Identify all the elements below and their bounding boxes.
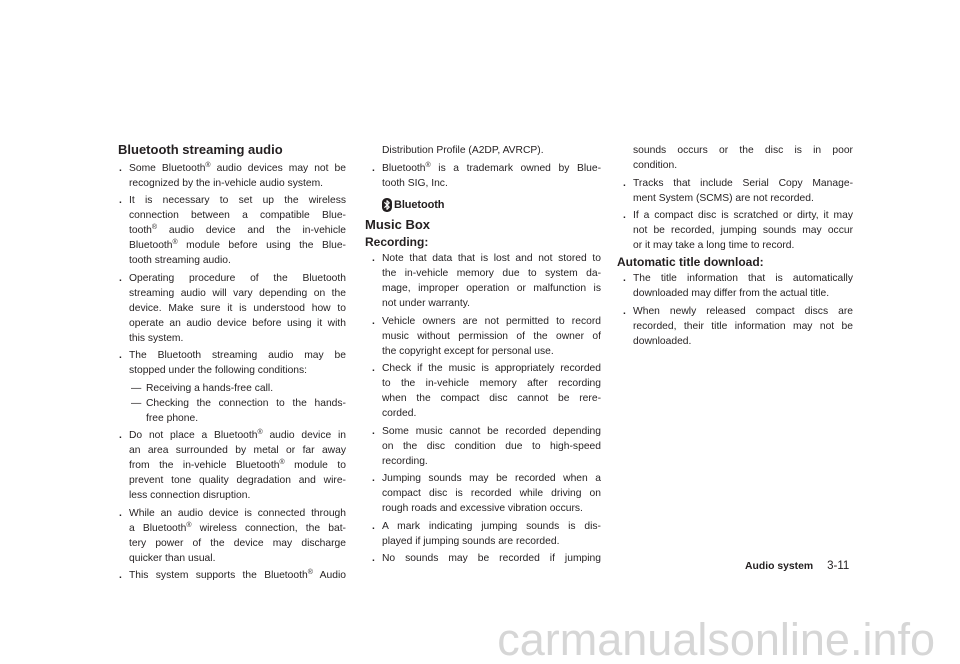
text-column-right xyxy=(617,143,853,349)
bullet-marker: . xyxy=(623,305,626,317)
text-line: when the compact disc cannot be rere- xyxy=(382,393,601,404)
registered-mark: ® xyxy=(279,459,285,467)
bullet-item xyxy=(118,568,346,583)
text-line: operate an audio device before using it with xyxy=(129,317,346,329)
page-number: 3-11 xyxy=(827,560,850,572)
text-line: downloaded may differ from the actual title. xyxy=(633,288,830,299)
section-heading: Bluetooth streaming audio xyxy=(118,142,283,157)
text-line: This system supports the Bluetooth® Audio xyxy=(129,569,346,581)
bullet-item xyxy=(365,519,601,549)
text-line: If a compact disc is scratched or dirty, it may xyxy=(633,210,853,221)
bluetooth-icon xyxy=(382,198,392,212)
registered-mark: ® xyxy=(172,239,178,247)
bullet-marker: . xyxy=(623,273,626,284)
registered-mark: ® xyxy=(307,569,313,577)
text-line: on the disc condition due to high-speed xyxy=(382,440,601,452)
text-line: condition. xyxy=(633,160,678,171)
text-line: Check if the music is appropriately recorded xyxy=(382,363,601,374)
bullet-item xyxy=(365,471,601,516)
bullet-marker: . xyxy=(372,315,375,327)
text-line: an area surrounded by metal or far away xyxy=(129,445,346,456)
text-line: recognized by the in-vehicle audio system. xyxy=(129,177,324,189)
text-line: recording. xyxy=(382,455,428,467)
bullet-marker: . xyxy=(623,210,626,221)
text-line: stopped under the following conditions: xyxy=(129,365,308,376)
bullet-marker: . xyxy=(372,473,375,484)
text-line: Checking the connection to the hands- xyxy=(146,397,346,409)
text-line: While an audio device is connected through xyxy=(129,507,346,519)
text-line: mage, improper operation or malfunction is xyxy=(382,283,601,294)
text-line: tooth streaming audio. xyxy=(129,255,231,266)
bullet-item xyxy=(617,208,853,253)
bullet-item xyxy=(118,193,346,268)
bullet-item xyxy=(118,271,346,346)
bullet-item xyxy=(118,506,346,566)
text-line: Do not place a Bluetooth® audio device in xyxy=(129,429,346,441)
subsection-heading: Recording: xyxy=(365,235,429,249)
registered-mark: ® xyxy=(257,429,263,437)
text-line: Bluetooth® is a trademark owned by Blue- xyxy=(382,161,601,174)
dash-item xyxy=(118,396,346,426)
bullet-marker: . xyxy=(119,350,122,361)
text-line: played if jumping sounds are recorded. xyxy=(382,535,560,547)
text-line: not under warranty. xyxy=(382,298,470,309)
bullet-item xyxy=(365,551,601,566)
registered-mark: ® xyxy=(186,521,192,529)
text-line: compact disc is recorded while driving on xyxy=(382,488,601,499)
text-line: recorded, their title information may not be xyxy=(633,320,853,332)
text-line: from the in-vehicle Bluetooth® module to xyxy=(129,459,346,471)
text-line: ment System (SCMS) are not recorded. xyxy=(633,192,814,204)
bullet-item xyxy=(617,304,853,349)
text-line: device. Make sure it is understood how to xyxy=(129,302,346,314)
page-footer xyxy=(745,559,849,573)
text-line: A mark indicating jumping sounds is dis- xyxy=(382,520,601,532)
bullet-marker: . xyxy=(623,177,626,189)
text-line: not be recorded, jumping sounds may occur xyxy=(633,225,853,236)
text-column-left xyxy=(118,142,346,583)
registered-mark: ® xyxy=(151,224,158,232)
text-line: sounds occurs or the disc is in poor xyxy=(633,145,853,156)
bullet-item xyxy=(365,251,601,311)
text-line: this system. xyxy=(129,332,184,344)
registered-mark: ® xyxy=(425,161,431,169)
text-line: connection between a compatible Blue- xyxy=(129,210,346,221)
bullet-marker: . xyxy=(119,430,122,441)
bullet-marker: . xyxy=(119,272,122,284)
text-line: Jumping sounds may be recorded when a xyxy=(382,473,601,484)
text-column-middle xyxy=(365,143,601,566)
watermark: carmanualsonline.info xyxy=(497,614,935,664)
text-line: less connection disruption. xyxy=(129,490,251,501)
subsection-heading: Automatic title download: xyxy=(617,255,764,269)
text-line: streaming audio will vary depending on the xyxy=(129,287,346,299)
text-line: Distribution Profile (A2DP, AVRCP). xyxy=(382,145,544,156)
bullet-marker: . xyxy=(372,553,375,564)
bluetooth-logo-text: Bluetooth xyxy=(394,198,445,211)
bullet-item xyxy=(365,161,601,191)
text-line: When newly released compact discs are xyxy=(633,305,853,317)
text-line: Operating procedure of the Bluetooth xyxy=(129,272,346,284)
text-line: Some Bluetooth® audio devices may not be xyxy=(129,161,346,174)
text-line: No sounds may be recorded if jumping xyxy=(382,553,601,564)
bullet-item xyxy=(617,271,853,301)
text-line: The Bluetooth streaming audio may be xyxy=(129,350,346,361)
bullet-marker: . xyxy=(119,162,122,174)
text-line: rough roads and excessive vibration occurs. xyxy=(382,503,583,514)
text-line: the copyright except for personal use. xyxy=(382,345,554,357)
text-line: the in-vehicle memory due to system da- xyxy=(382,268,601,279)
bullet-marker: . xyxy=(119,507,122,519)
registered-mark: ® xyxy=(205,161,211,169)
text-line: music without permission of the owner of xyxy=(382,330,601,342)
bullet-marker: . xyxy=(372,520,375,532)
bullet-item xyxy=(617,176,853,206)
text-line: Some music cannot be recorded depending xyxy=(382,425,601,437)
dash-marker: — xyxy=(131,382,142,394)
bullet-item xyxy=(118,428,346,503)
text-line: a Bluetooth® wireless connection, the bat- xyxy=(129,521,346,534)
bullet-marker: . xyxy=(372,425,375,437)
section-heading: Music Box xyxy=(365,217,431,232)
text-line: It is necessary to set up the wireless xyxy=(129,195,346,206)
bullet-item-continued xyxy=(617,143,853,173)
text-line: tery power of the device may discharge xyxy=(129,537,346,549)
text-line: corded. xyxy=(382,408,417,419)
text-line: Tracks that include Serial Copy Manage- xyxy=(633,177,853,189)
text-line: Vehicle owners are not permitted to record xyxy=(382,315,601,327)
text-line: to the in-vehicle memory after recording xyxy=(382,378,601,389)
text-line: downloaded. xyxy=(633,335,692,347)
text-line: Bluetooth® module before using the Blue- xyxy=(129,239,346,251)
bullet-marker: . xyxy=(119,570,122,581)
text-line: or it may take a long time to record. xyxy=(633,240,795,251)
text-line: tooth® audio device and the in-vehicle xyxy=(129,224,346,236)
bullet-marker: . xyxy=(372,363,375,374)
text-line: free phone. xyxy=(146,412,199,424)
bullet-marker: . xyxy=(119,195,122,206)
footer-section-title: Audio system xyxy=(745,561,814,572)
text-line: tooth SIG, Inc. xyxy=(382,177,448,189)
bullet-item xyxy=(365,424,601,469)
text-line: prevent tone quality degradation and wire- xyxy=(129,475,346,486)
bullet-marker: . xyxy=(372,253,375,264)
bluetooth-logo xyxy=(365,198,601,213)
bullet-item xyxy=(365,361,601,421)
text-line: Note that data that is lost and not stored to xyxy=(382,253,601,264)
text-line: Receiving a hands-free call. xyxy=(146,382,274,394)
bullet-marker: . xyxy=(372,162,375,174)
bullet-item xyxy=(118,348,346,378)
text-line: quicker than usual. xyxy=(129,552,216,564)
dash-marker: — xyxy=(131,397,142,409)
bullet-item-continued xyxy=(365,143,601,158)
text-line: The title information that is automatically xyxy=(633,273,853,284)
bullet-item xyxy=(118,161,346,191)
bullet-item xyxy=(365,314,601,359)
dash-item xyxy=(118,381,346,396)
